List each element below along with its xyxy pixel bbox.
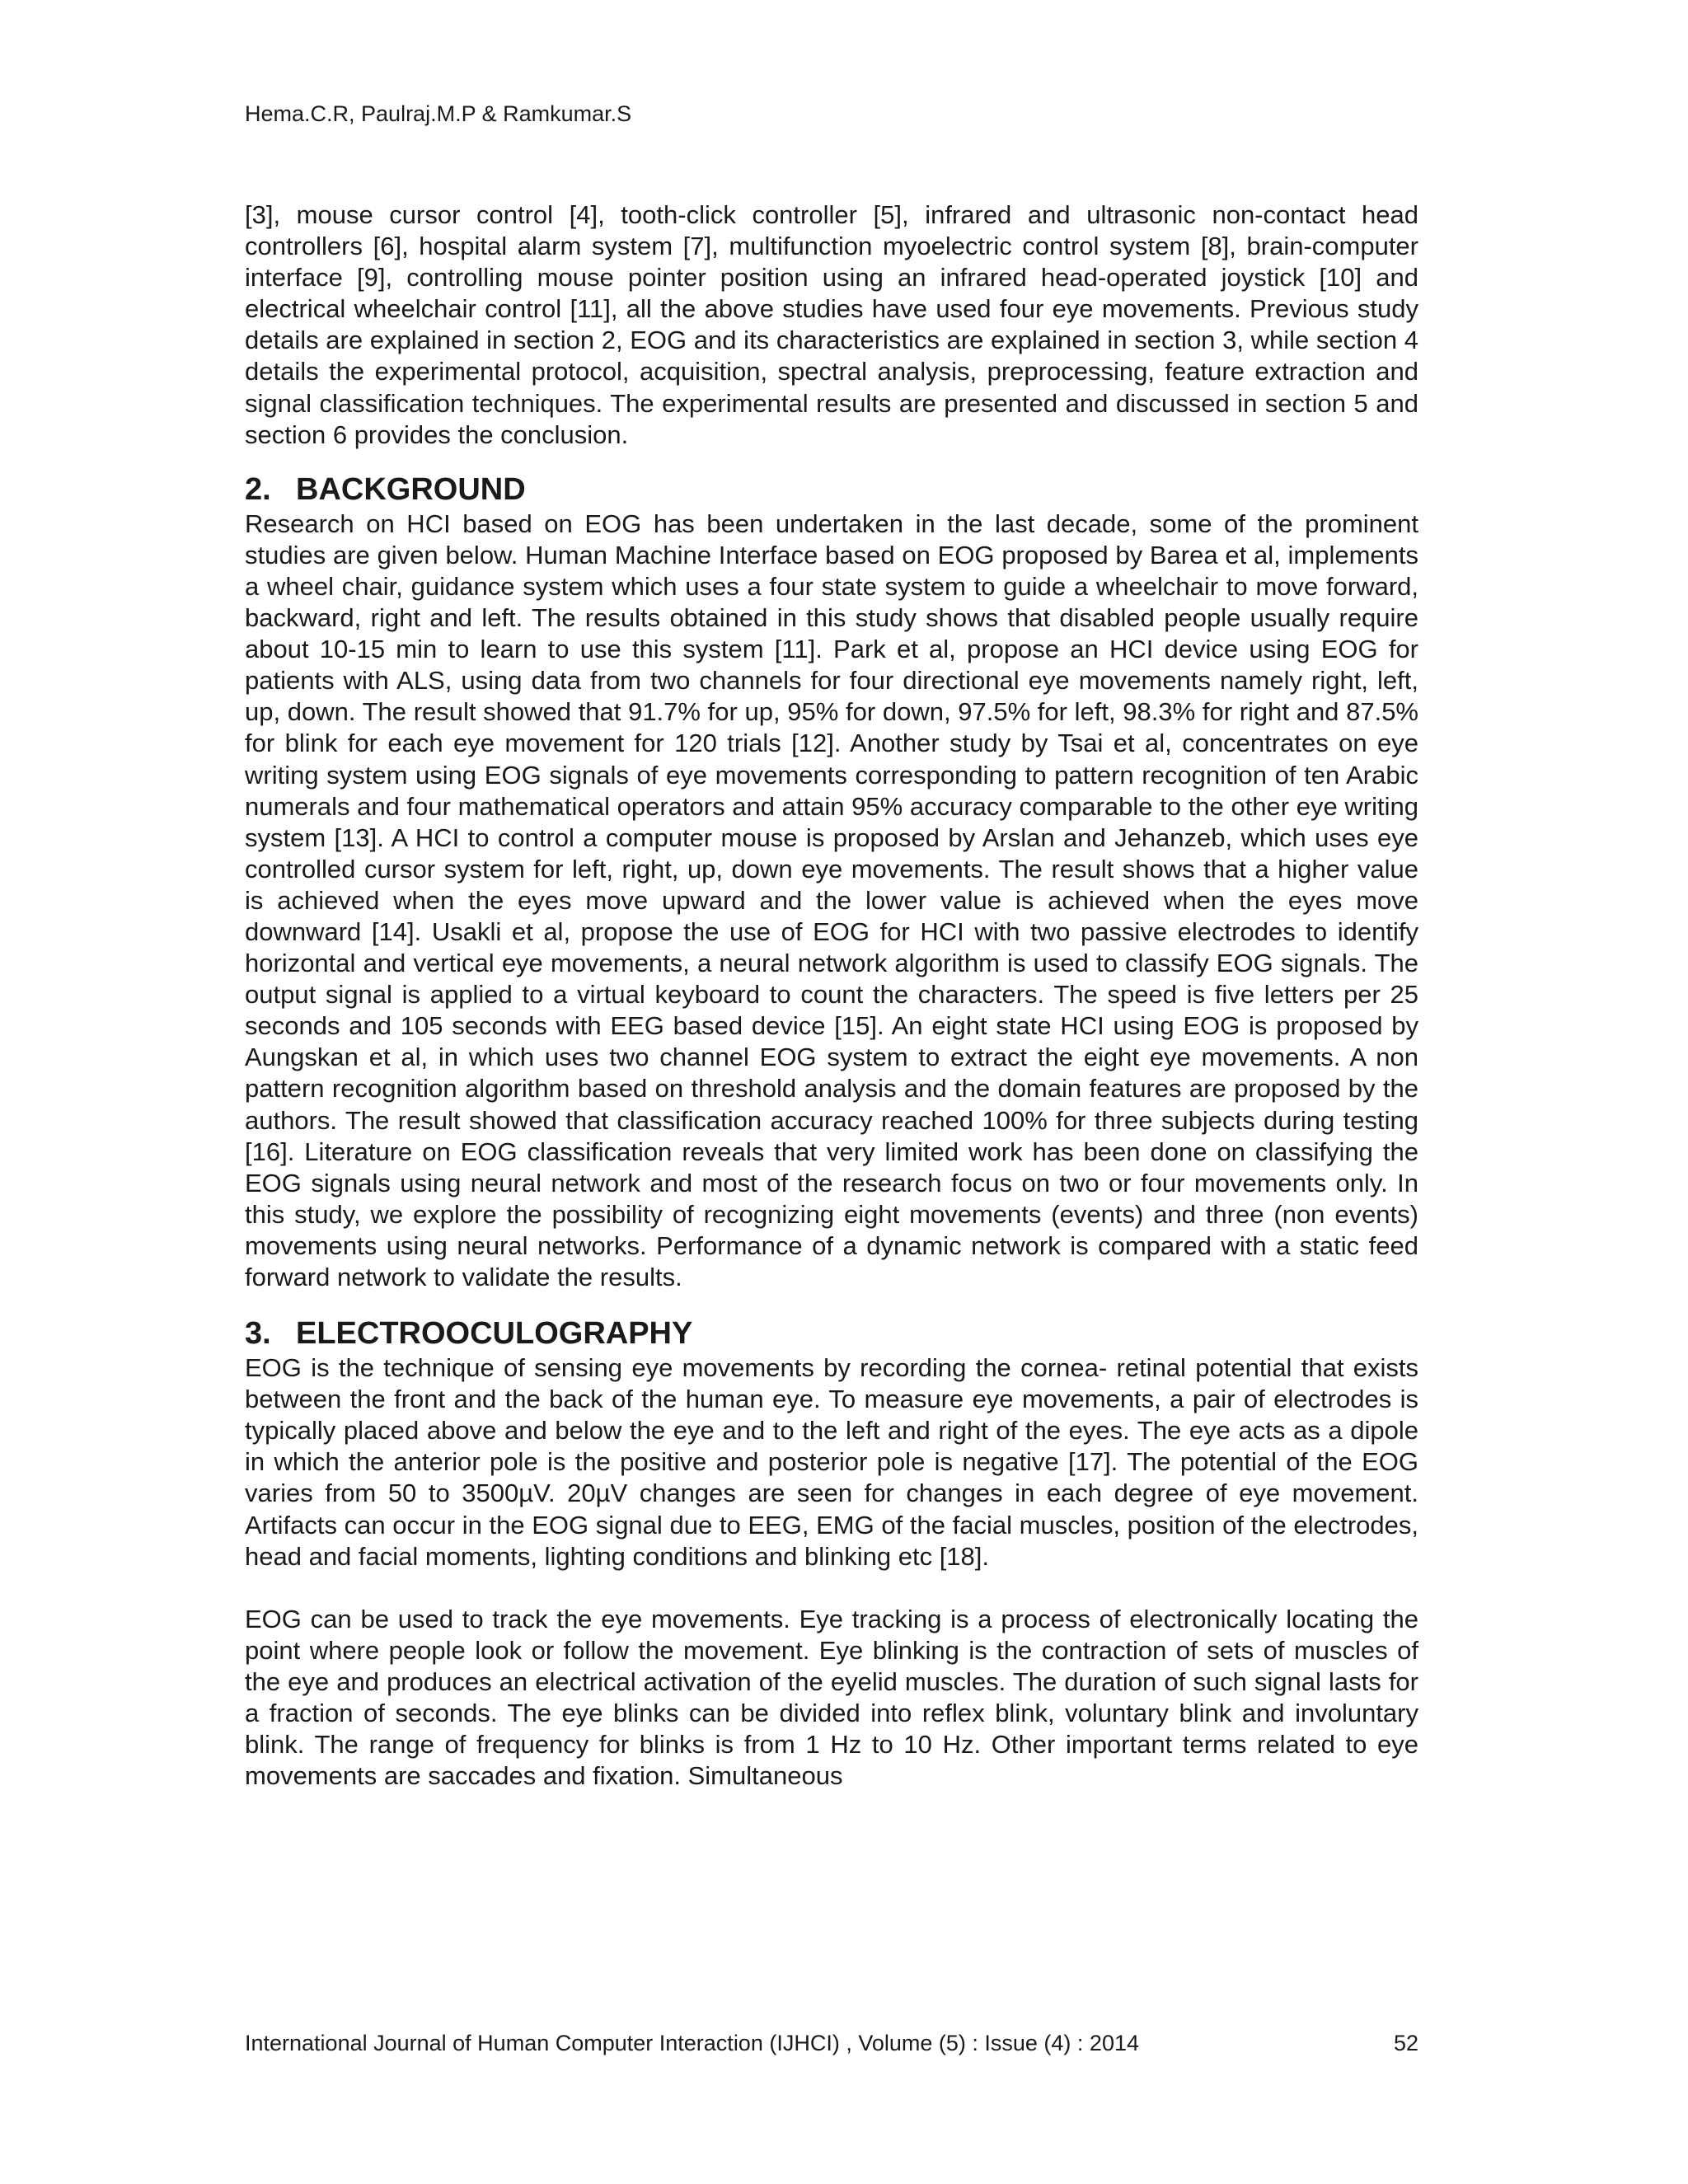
eog-paragraph-2: EOG can be used to track the eye movements. Eye tracking is a process of electronically locating the point where people look or follow the movement. Eye blinking is the contraction of sets of muscles of the eye and produces an electrical activation of the eyelid muscles. The duration of such signal lasts for a fraction of seconds. The eye blinks can be divided into reflex blink, voluntary blink and involuntary blink. The range of frequency for blinks is from 1 Hz to 10 Hz. Other important terms related to eye movements are saccades and fixation. Simultaneous <box>245 1604 1418 1791</box>
section-title: BACKGROUND <box>296 471 526 507</box>
section-heading-background <box>245 471 1418 509</box>
running-header-authors: Hema.C.R, Paulraj.M.P & Ramkumar.S <box>245 101 632 126</box>
section-number: 3. <box>245 1316 271 1352</box>
footer-journal-citation: International Journal of Human Computer Interaction (IJHCI) , Volume (5) : Issue (4) : 2014 <box>245 2031 1139 2055</box>
section-heading-electrooculography <box>245 1315 1418 1352</box>
page-body <box>245 199 1418 1792</box>
section-number: 2. <box>245 471 271 507</box>
page-number: 52 <box>1393 2031 1418 2055</box>
eog-paragraph-1: EOG is the technique of sensing eye movements by recording the cornea- retinal potential that exists between the front and the back of the human eye. To measure eye movements, a pair of electrodes is typically placed above and below the eye and to the left and right of the eyes. The eye acts as a dipole in which the anterior pole is the positive and posterior pole is negative [17]. The potential of the EOG varies from 50 to 3500µV. 20µV changes are seen for changes in each degree of eye movement. Artifacts can occur in the EOG signal due to EEG, EMG of the facial muscles, position of the electrodes, head and facial moments, lighting conditions and blinking etc [18]. <box>245 1353 1418 1571</box>
page-footer <box>245 2029 1418 2057</box>
background-paragraph: Research on HCI based on EOG has been undertaken in the last decade, some of the prominent studies are given below. Human Machine Interface based on EOG proposed by Barea et al, implements a wheel chair, guidance system which uses a four state system to guide a wheelchair to move forward, backward, right and left. The results obtained in this study shows that disabled people usually require about 10-15 min to learn to use this system [11]. Park et al, propose an HCI device using EOG for patients with ALS, using data from two channels for four directional eye movements namely right, left, up, down. The result showed that 91.7% for up, 95% for down, 97.5% for left, 98.3% for right and 87.5% for blink for each eye movement for 120 trials [12]. Another study by Tsai et al, concentrates on eye writing system using EOG signals of eye movements corresponding to pattern recognition of ten Arabic numerals and four mathematical operators and attain 95% accuracy comparable to the other eye writing system [13]. A HCI to control a computer mouse is proposed by Arslan and Jehanzeb, which uses eye controlled cursor system for left, right, up, down eye movements. The result shows that a higher value is achieved when the eyes move upward and the lower value is achieved when the eyes move downward [14]. Usakli et al, propose the use of EOG for HCI with two passive electrodes to identify horizontal and vertical eye movements, a neural network algorithm is used to classify EOG signals. The output signal is applied to a virtual keyboard to count the characters. The speed is five letters per 25 seconds and 105 seconds with EEG based device [15]. An eight state HCI using EOG is proposed by Aungskan et al, in which uses two channel EOG system to extract the eight eye movements. A non pattern recognition algorithm based on threshold analysis and the domain features are proposed by the authors. The result showed that classification accuracy reached 100% for three subjects during testing [16]. Literature on EOG classification reveals that very limited work has been done on classifying the EOG signals using neural network and most of the research focus on two or four movements only. In this study, we explore the possibility of recognizing eight movements (events) and three (non events) movements using neural networks. Performance of a dynamic network is compared with a static feed forward network to validate the results. <box>245 509 1418 1291</box>
section-title: ELECTROOCULOGRAPHY <box>296 1316 693 1352</box>
intro-continuation-paragraph: [3], mouse cursor control [4], tooth-click controller [5], infrared and ultrasonic non-contact head controllers [6], hospital alarm system [7], multifunction myoelectric control system [8], brain-computer interface [9], controlling mouse pointer position using an infrared head-operated joystick [10] and electrical wheelchair control [11], all the above studies have used four eye movements. Previous study details are explained in section 2, EOG and its characteristics are explained in section 3, while section 4 details the experimental protocol, acquisition, spectral analysis, preprocessing, feature extraction and signal classification techniques. The experimental results are presented and discussed in section 5 and section 6 provides the conclusion. <box>245 200 1418 449</box>
